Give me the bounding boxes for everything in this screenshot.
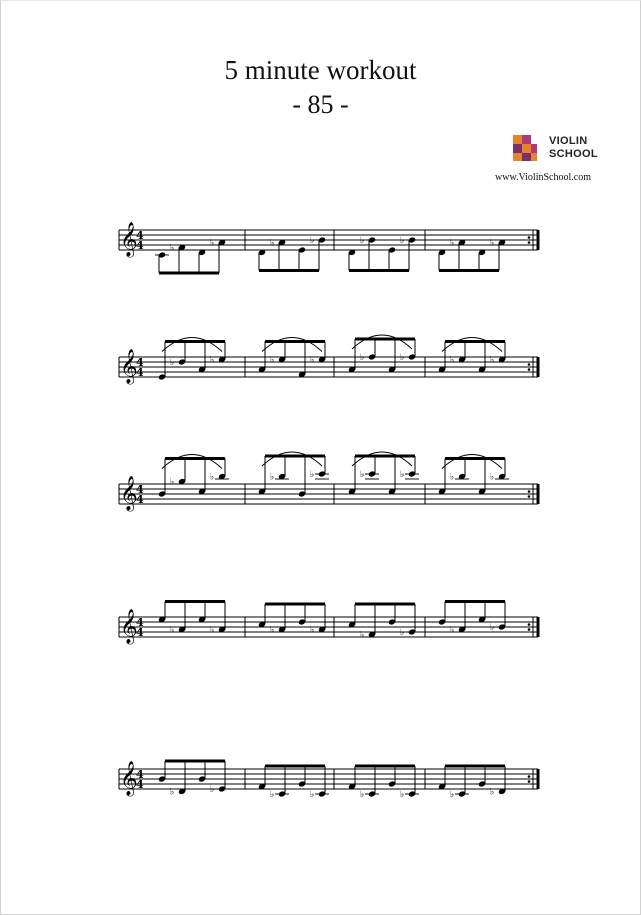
treble-clef-icon: 𝄞: [120, 609, 138, 644]
flat-accidental: ♭: [450, 238, 455, 249]
flat-accidental: ♭: [170, 477, 175, 488]
flat-accidental: ♭: [360, 470, 365, 480]
flat-accidental: ♭: [450, 355, 455, 366]
time-signature-top: 4: [136, 616, 144, 629]
repeat-dot: [528, 241, 531, 244]
flat-accidental: ♭: [360, 353, 365, 363]
flat-accidental: ♭: [170, 243, 175, 254]
treble-clef-icon: 𝄞: [120, 222, 138, 257]
repeat-dot: [528, 490, 531, 493]
logo-text-school: SCHOOL: [549, 148, 598, 160]
flat-accidental: ♭: [310, 470, 315, 480]
page-title: 5 minute workout: [224, 55, 417, 85]
flat-accidental: ♭: [310, 355, 315, 366]
flat-accidental: ♭: [310, 625, 315, 636]
flat-accidental: ♭: [210, 355, 215, 366]
flat-accidental: ♭: [270, 625, 275, 636]
flat-accidental: ♭: [270, 472, 275, 483]
slur: [262, 338, 322, 352]
slur: [442, 455, 502, 469]
time-signature-top: 4: [136, 356, 144, 369]
slur: [352, 452, 412, 466]
time-signature-bottom: 4: [136, 239, 144, 252]
repeat-dot: [528, 623, 531, 626]
flat-accidental: ♭: [490, 238, 495, 249]
flat-accidental: ♭: [360, 236, 365, 246]
flat-accidental: ♭: [450, 790, 455, 800]
time-signature-bottom: 4: [136, 778, 144, 791]
repeat-dot: [528, 628, 531, 631]
slur: [442, 338, 502, 352]
flat-accidental: ♭: [400, 470, 405, 480]
treble-clef-icon: 𝄞: [120, 476, 138, 511]
time-signature-top: 4: [136, 229, 144, 242]
flat-accidental: ♭: [210, 785, 215, 795]
flat-accidental: ♭: [270, 238, 275, 249]
time-signature-bottom: 4: [136, 493, 144, 506]
time-signature-bottom: 4: [136, 626, 144, 639]
flat-accidental: ♭: [170, 787, 175, 798]
flat-accidental: ♭: [170, 625, 175, 636]
time-signature-bottom: 4: [136, 366, 144, 379]
repeat-dot: [528, 775, 531, 778]
slur: [162, 455, 222, 469]
flat-accidental: ♭: [400, 628, 405, 638]
flat-accidental: ♭: [170, 358, 175, 368]
time-signature-top: 4: [136, 768, 144, 781]
repeat-dot: [528, 780, 531, 783]
flat-accidental: ♭: [270, 790, 275, 800]
slur: [162, 338, 222, 352]
flat-accidental: ♭: [490, 787, 495, 798]
treble-clef-icon: 𝄞: [120, 761, 138, 796]
flat-accidental: ♭: [360, 630, 365, 641]
flat-accidental: ♭: [400, 790, 405, 800]
flat-accidental: ♭: [450, 625, 455, 636]
flat-accidental: ♭: [270, 355, 275, 366]
treble-clef-icon: 𝄞: [120, 349, 138, 384]
flat-accidental: ♭: [310, 236, 315, 246]
flat-accidental: ♭: [210, 472, 215, 483]
flat-accidental: ♭: [310, 790, 315, 800]
logo-text-violin: VIOLIN: [549, 135, 588, 147]
repeat-dot: [528, 495, 531, 498]
flat-accidental: ♭: [450, 472, 455, 483]
flat-accidental: ♭: [400, 236, 405, 246]
repeat-dot: [528, 368, 531, 371]
website-url: www.ViolinSchool.com: [495, 172, 591, 183]
flat-accidental: ♭: [360, 790, 365, 800]
flat-accidental: ♭: [490, 355, 495, 366]
slur: [262, 452, 322, 466]
flat-accidental: ♭: [490, 623, 495, 633]
flat-accidental: ♭: [400, 353, 405, 363]
flat-accidental: ♭: [210, 238, 215, 249]
exercise-number: - 85 -: [292, 90, 349, 119]
time-signature-top: 4: [136, 483, 144, 496]
flat-accidental: ♭: [210, 625, 215, 636]
repeat-dot: [528, 363, 531, 366]
slur: [352, 335, 412, 349]
flat-accidental: ♭: [490, 472, 495, 483]
repeat-dot: [528, 236, 531, 239]
